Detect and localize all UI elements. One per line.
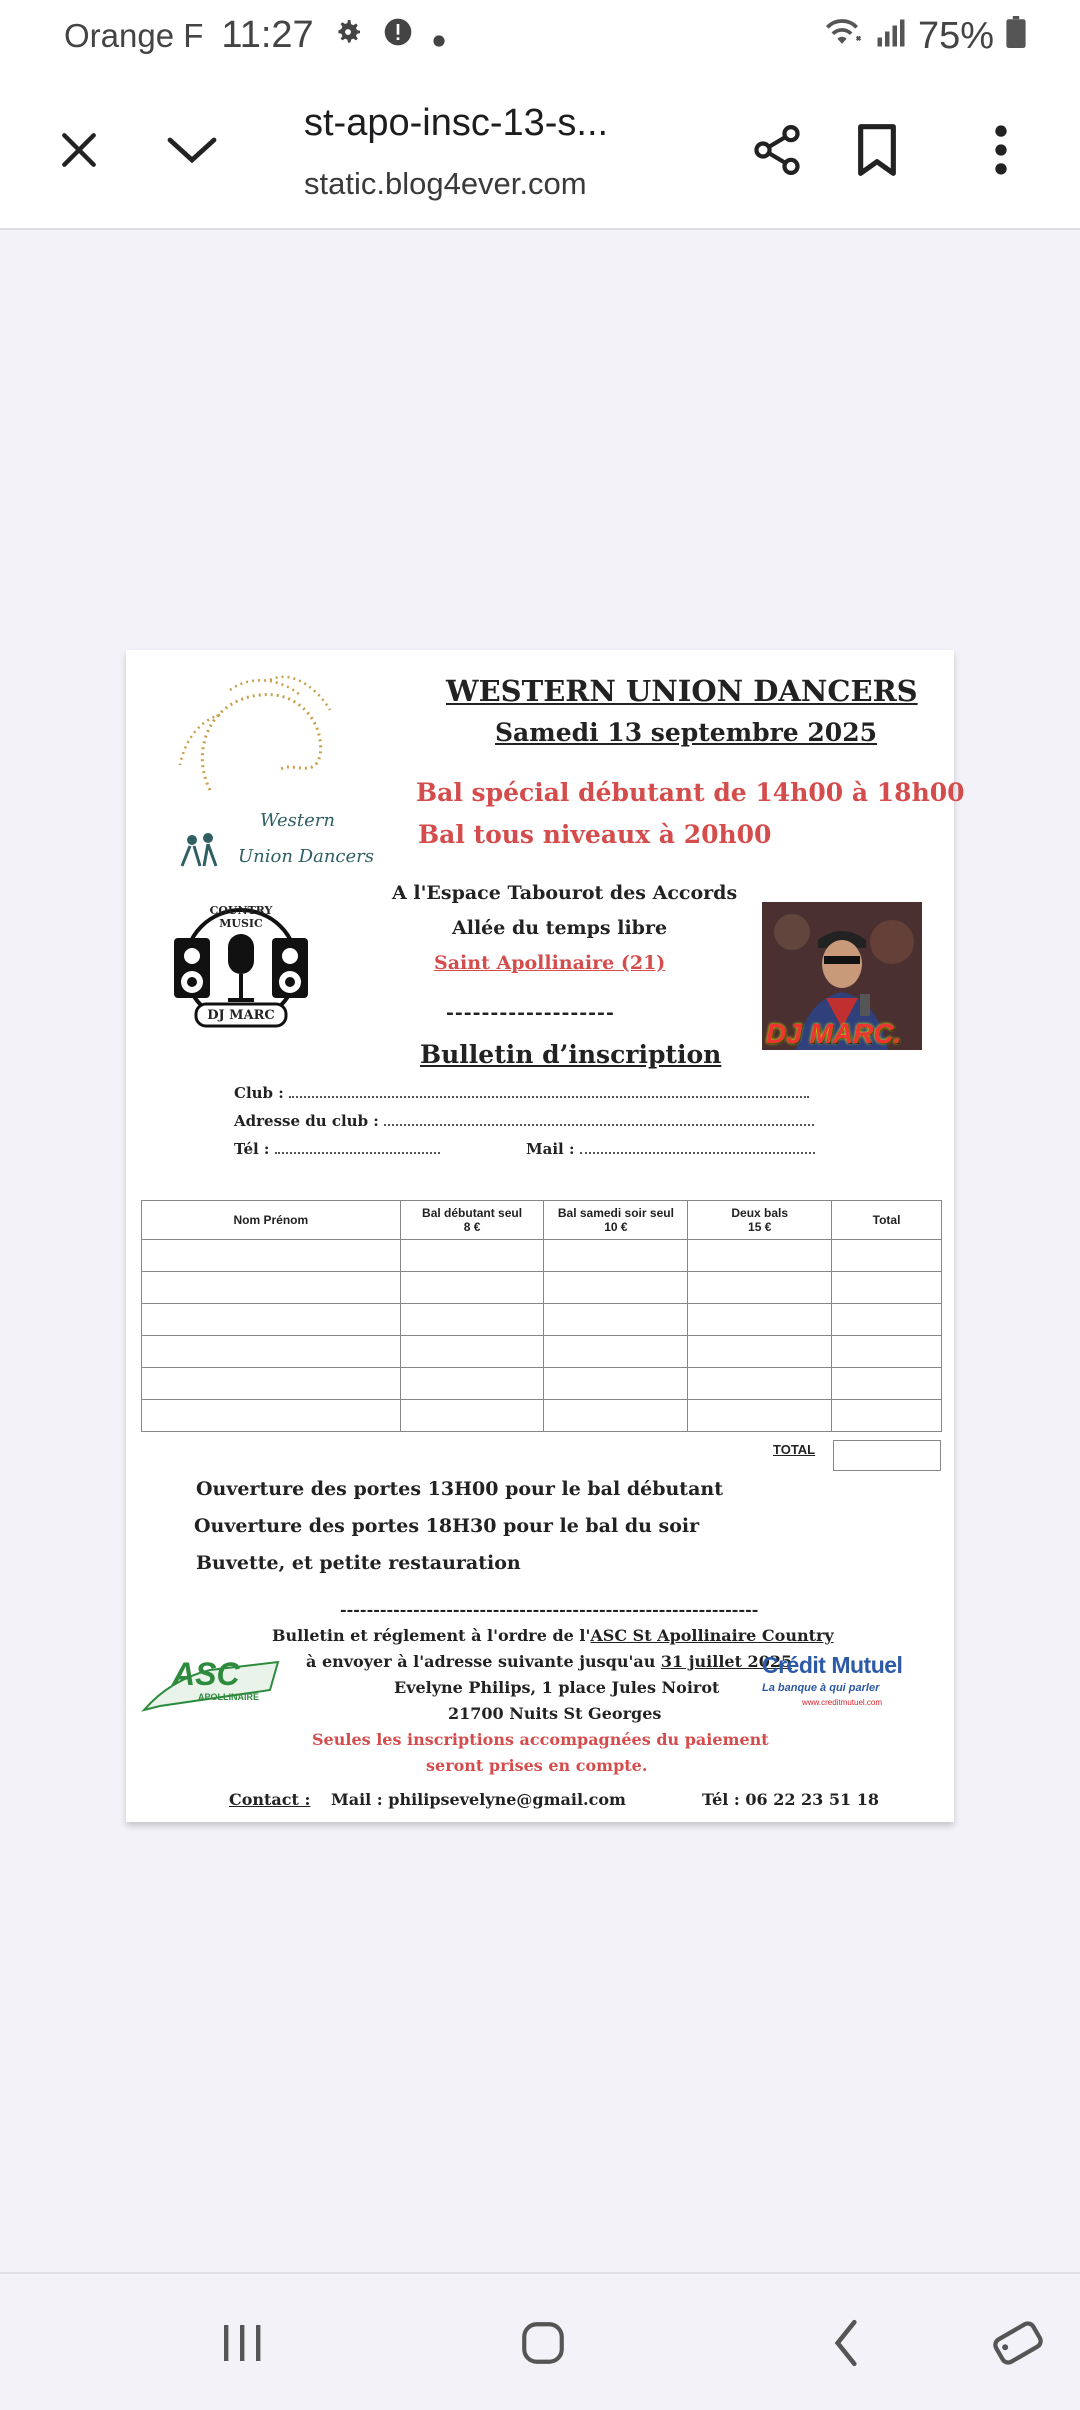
- battery-percent: 75%: [917, 14, 994, 57]
- table-row[interactable]: [142, 1272, 942, 1304]
- dj-photo-caption: DJ MARC.: [766, 1018, 902, 1049]
- footer-separator: ---------------------------------------------------------------: [340, 1600, 759, 1619]
- footer-address-1: Evelyne Philips, 1 place Jules Noirot: [394, 1678, 720, 1697]
- notification-dot-icon: [432, 15, 446, 57]
- club-address-field[interactable]: [234, 1112, 814, 1130]
- carrier-label: Orange F: [64, 16, 204, 54]
- mail-label: Mail :: [526, 1140, 575, 1158]
- alert-icon: [382, 15, 414, 57]
- table-row[interactable]: [142, 1240, 942, 1272]
- system-navigation-bar: [0, 2272, 1080, 2410]
- dj-logo-bottom-text: DJ MARC: [207, 1008, 275, 1023]
- bank-name: Crédit Mutuel: [762, 1652, 903, 1678]
- table-row[interactable]: [142, 1400, 942, 1432]
- table-body: [142, 1240, 942, 1432]
- wifi-icon: [820, 14, 864, 58]
- club-address-label: Adresse du club :: [234, 1112, 379, 1130]
- share-icon[interactable]: [742, 115, 812, 185]
- flyer-date: Samedi 13 septembre 2025: [495, 718, 877, 747]
- club-logo-text-2: Union Dancers: [238, 846, 375, 867]
- info-door-opening-1: Ouverture des portes 13H00 pour le bal débutant: [196, 1478, 723, 1500]
- total-row: [141, 1440, 942, 1472]
- footer-deadline-line: à envoyer à l'adresse suivante jusqu'au 31 juillet 2025: [306, 1652, 793, 1671]
- venue-separator: -------------------: [446, 1002, 615, 1024]
- contact-label: Contact :: [229, 1790, 311, 1809]
- col-evening-header: Bal samedi soir seul 10 €: [544, 1201, 688, 1240]
- page-title: st-apo-insc-13-s...: [304, 102, 609, 144]
- table-row[interactable]: [142, 1368, 942, 1400]
- footer-payment-line: Bulletin et réglement à l'ordre de l'ASC St Apollinaire Country: [272, 1626, 834, 1645]
- registration-table: [141, 1200, 942, 1432]
- beginner-ball-line: Bal spécial débutant de 14h00 à 18h00: [416, 778, 965, 807]
- club-logo-text-1: Western: [260, 810, 336, 831]
- club-field-label: Club :: [234, 1084, 284, 1102]
- total-cell[interactable]: [833, 1440, 941, 1471]
- document-viewer[interactable]: [0, 230, 1080, 2272]
- club-field[interactable]: [234, 1084, 809, 1102]
- bank-url: www.creditmutuel.com: [802, 1698, 883, 1707]
- venue-city: Saint Apollinaire (21): [434, 952, 666, 974]
- page-url[interactable]: static.blog4ever.com: [304, 166, 587, 201]
- club-logo: [150, 670, 375, 870]
- asc-logo: [140, 1650, 280, 1716]
- close-icon[interactable]: [44, 115, 114, 185]
- form-title: Bulletin d’inscription: [420, 1040, 722, 1069]
- tel-label: Tél :: [234, 1140, 270, 1158]
- bookmark-icon[interactable]: [842, 115, 912, 185]
- chevron-down-icon[interactable]: [157, 115, 227, 185]
- footer-address-2: 21700 Nuits St Georges: [448, 1704, 662, 1723]
- asc-logo-subtext: APOLLINAIRE: [198, 1692, 260, 1702]
- flyer-title: WESTERN UNION DANCERS: [446, 674, 918, 708]
- footer-warning-2: seront prises en compte.: [426, 1756, 648, 1775]
- signal-icon: [876, 15, 906, 58]
- bank-logo: [762, 1652, 938, 1714]
- col-both-header: Deux bals 15 €: [688, 1201, 832, 1240]
- table-header-row: [142, 1201, 942, 1240]
- all-levels-ball-line: Bal tous niveaux à 20h00: [418, 820, 772, 849]
- home-icon[interactable]: [503, 2308, 583, 2378]
- rotate-screen-icon[interactable]: [978, 2308, 1058, 2378]
- recent-apps-icon[interactable]: [202, 2308, 282, 2378]
- col-name-header: Nom Prénom: [142, 1201, 401, 1240]
- back-icon[interactable]: [806, 2308, 886, 2378]
- status-bar: [0, 0, 1080, 70]
- table-row[interactable]: [142, 1304, 942, 1336]
- venue-line-2: Allée du temps libre: [452, 917, 668, 939]
- info-refreshments: Buvette, et petite restauration: [196, 1552, 521, 1574]
- bank-slogan: La banque à qui parler: [762, 1682, 880, 1694]
- mail-field[interactable]: [526, 1140, 815, 1158]
- footer-warning-1: Seules les inscriptions accompagnées du paiement: [312, 1730, 769, 1749]
- battery-icon: [1006, 15, 1026, 58]
- settings-gear-icon: [332, 15, 364, 57]
- tel-field[interactable]: [234, 1140, 440, 1158]
- custom-tab-toolbar: [0, 70, 1080, 230]
- dj-logo: [166, 898, 316, 1040]
- venue-line-1: A l'Espace Tabourot des Accords: [392, 882, 738, 904]
- contact-tel: Tél : 06 22 23 51 18: [702, 1790, 879, 1809]
- clock: 11:27: [221, 14, 314, 56]
- flyer-document: [126, 650, 965, 1822]
- asc-logo-text: ASC: [172, 1656, 240, 1692]
- contact-mail: Mail : philipsevelyne@gmail.com: [331, 1790, 626, 1809]
- dj-photo: [762, 902, 922, 1050]
- dj-logo-top-text: COUNTRY MUSIC: [209, 904, 273, 930]
- table-row[interactable]: [142, 1336, 942, 1368]
- col-total-header: Total: [832, 1201, 942, 1240]
- info-door-opening-2: Ouverture des portes 18H30 pour le bal du soir: [194, 1515, 700, 1537]
- col-beginner-header: Bal débutant seul 8 €: [400, 1201, 544, 1240]
- total-label: TOTAL: [773, 1442, 816, 1457]
- more-options-icon[interactable]: [966, 115, 1036, 185]
